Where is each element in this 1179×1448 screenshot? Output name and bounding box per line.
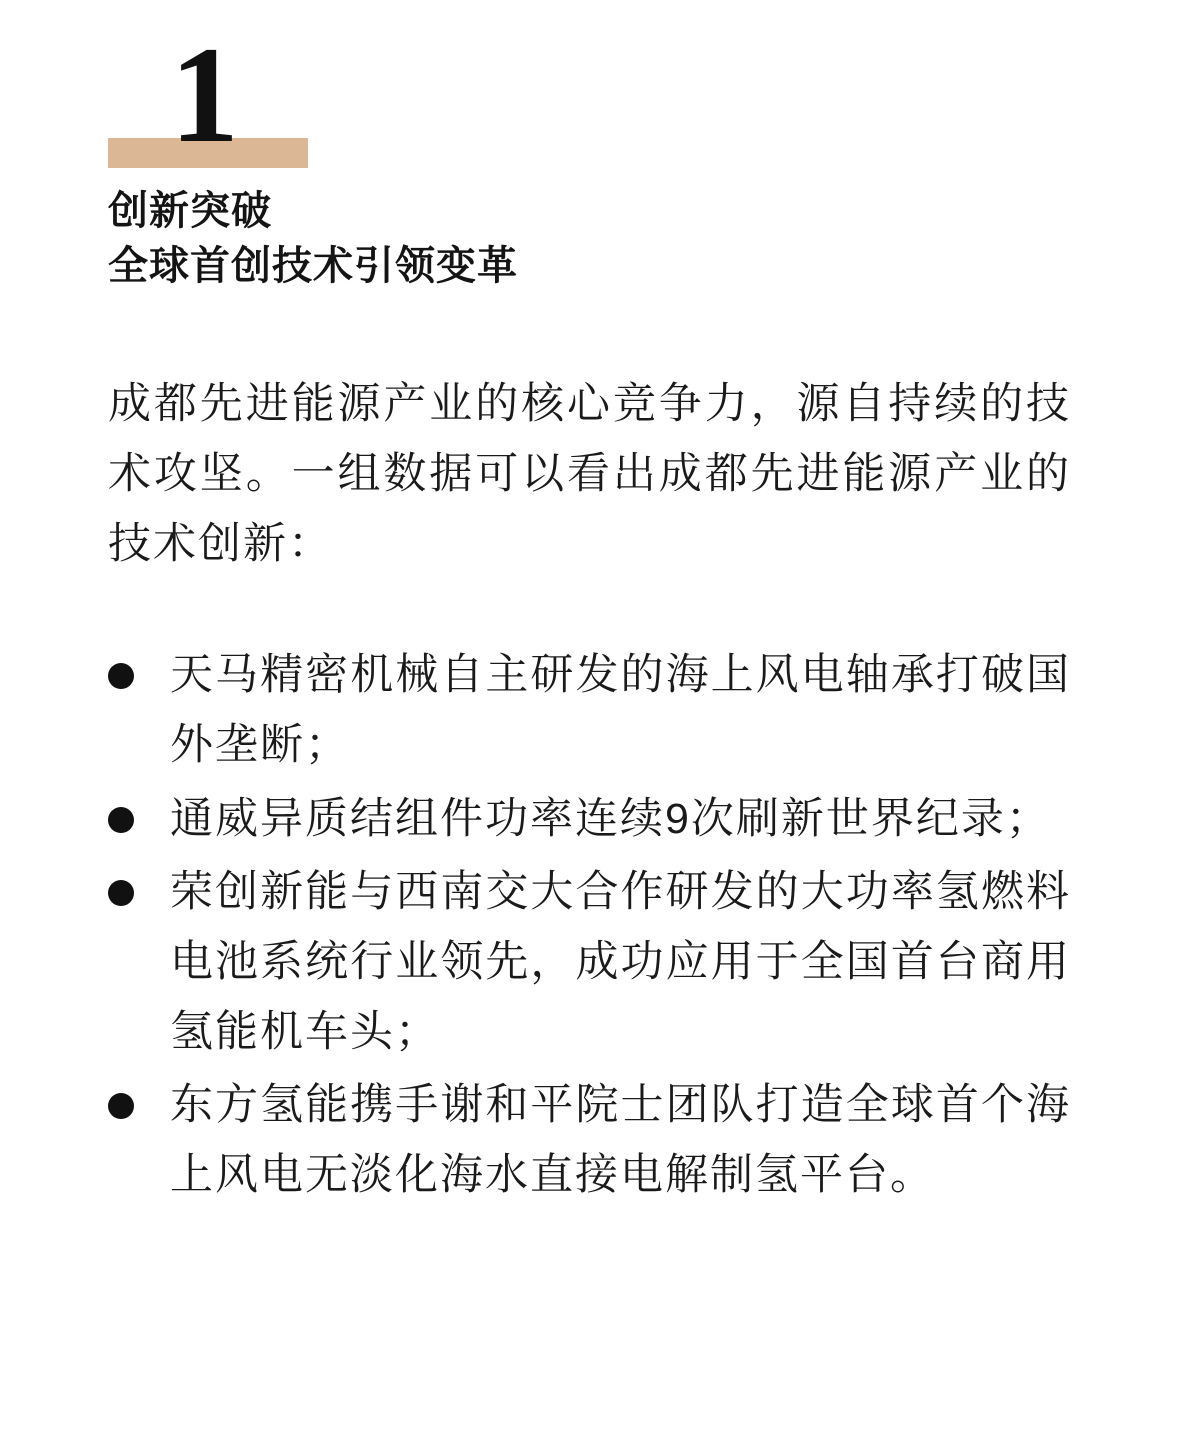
page-title: 创新突破	[108, 189, 272, 233]
section-marker	[108, 0, 1071, 170]
heading-group	[108, 184, 1071, 294]
page-subtitle: 全球首创技术引领变革	[108, 244, 518, 289]
bullet-dot-icon	[108, 1093, 134, 1119]
bullet-dot-icon	[108, 880, 134, 906]
list-item-text: 东方氢能携手谢和平院士团队打造全球首个海上风电无淡化海水直接电解制氢平台。	[170, 1081, 1071, 1199]
list-item-text: 荣创新能与西南交大合作研发的大功率氢燃料电池系统行业领先，成功应用于全国首台商用氢能机车头；	[170, 868, 1071, 1056]
list-item	[108, 1071, 1071, 1210]
section-number: 1	[170, 18, 237, 171]
intro-paragraph: 成都先进能源产业的核心竞争力，源自持续的技术攻坚。一组数据可以看出成都先进能源产业的技术创新：	[108, 380, 1071, 568]
list-item	[108, 858, 1071, 1067]
bullet-dot-icon	[108, 807, 134, 833]
bullet-dot-icon	[108, 663, 134, 689]
list-item	[108, 785, 1071, 855]
list-item	[108, 641, 1071, 780]
list-item-text: 天马精密机械自主研发的海上风电轴承打破国外垄断；	[170, 651, 1071, 769]
achievement-list	[108, 641, 1071, 1210]
list-item-text: 通威异质结组件功率连续9次刷新世界纪录；	[170, 794, 1051, 843]
